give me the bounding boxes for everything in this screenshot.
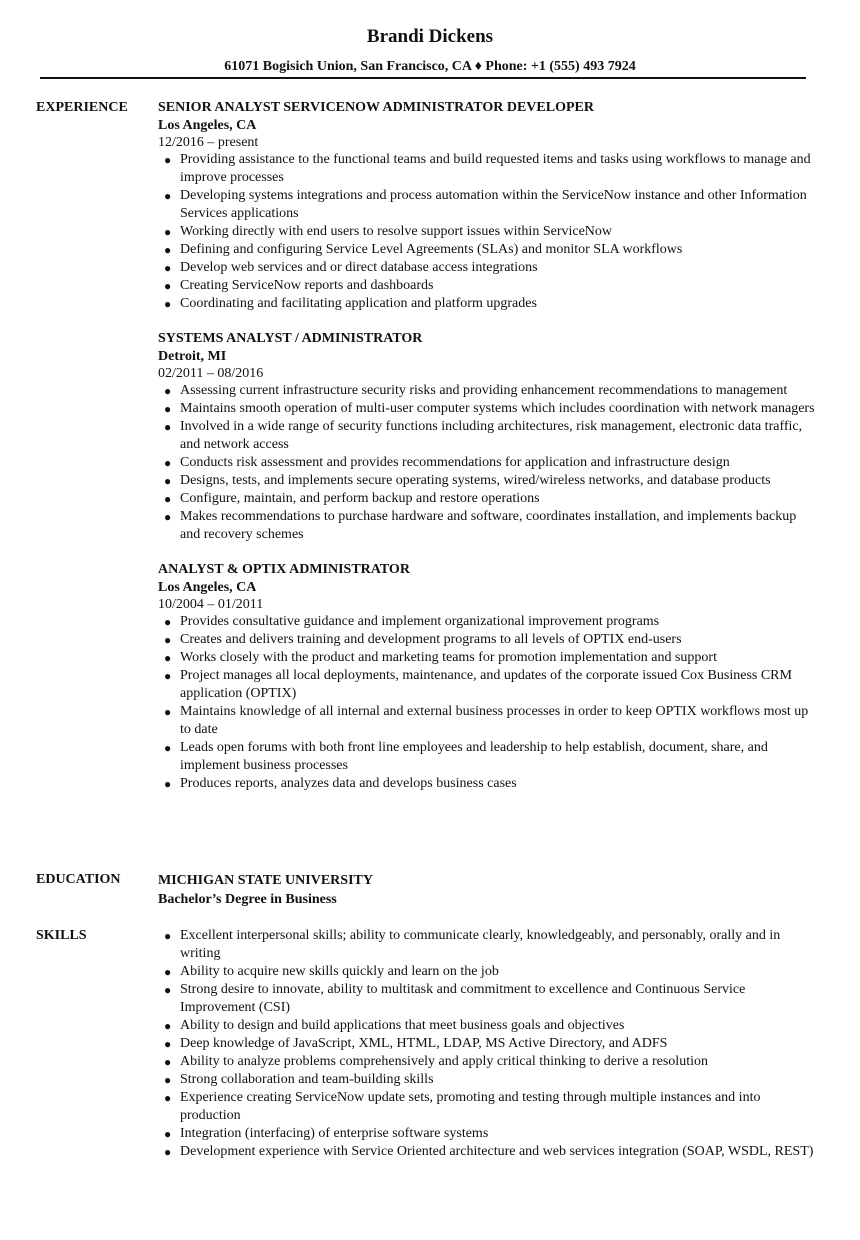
- bullet-icon: ●: [164, 651, 172, 665]
- job-dates: 12/2016 – present: [158, 135, 259, 150]
- list-item: [158, 739, 818, 775]
- bullet-icon: ●: [164, 741, 172, 755]
- skill-text: Deep knowledge of JavaScript, XML, HTML, LDAP, MS Active Directory, and ADFS: [180, 1036, 668, 1051]
- bullet-text: Involved in a wide range of security functions including architectures, risk management, electronic data traffic, and network access: [180, 419, 803, 452]
- list-item: [158, 649, 818, 667]
- bullet-icon: ●: [164, 777, 172, 791]
- contact-line: 61071 Bogisich Union, San Francisco, CA ♦ Phone: +1 (555) 493 7924: [224, 59, 636, 74]
- list-item: [158, 1143, 818, 1161]
- list-item: [158, 927, 818, 963]
- bullet-icon: ●: [164, 1091, 172, 1105]
- list-item: [158, 259, 818, 277]
- header-divider: [40, 77, 806, 79]
- bullet-icon: ●: [164, 474, 172, 488]
- job-dates: 10/2004 – 01/2011: [158, 597, 264, 612]
- skill-text: Ability to acquire new skills quickly and learn on the job: [180, 964, 499, 979]
- bullet-text: Configure, maintain, and perform backup and restore operations: [180, 491, 540, 506]
- bullet-icon: ●: [164, 402, 172, 416]
- bullet-icon: ●: [164, 965, 172, 979]
- list-item: [158, 981, 818, 1017]
- experience-body: [158, 99, 818, 810]
- job-location: Detroit, MI: [158, 349, 227, 364]
- list-item: [158, 418, 818, 454]
- skill-text: Strong collaboration and team-building skills: [180, 1072, 434, 1087]
- education-heading: EDUCATION: [36, 872, 121, 887]
- bullet-text: Works closely with the product and marketing teams for promotion implementation and support: [180, 650, 717, 665]
- bullet-icon: ●: [164, 983, 172, 997]
- list-item: [158, 1125, 818, 1143]
- list-item: [158, 667, 818, 703]
- job-dates: 02/2011 – 08/2016: [158, 366, 264, 381]
- bullet-text: Project manages all local deployments, maintenance, and updates of the corporate issued Cox Business CRM application (OPTIX): [180, 668, 792, 701]
- bullet-icon: ●: [164, 510, 172, 524]
- bullet-text: Creates and delivers training and development programs to all levels of OPTIX end-users: [180, 632, 682, 647]
- job-title: SENIOR ANALYST SERVICENOW ADMINISTRATOR DEVELOPER: [158, 100, 594, 115]
- bullet-text: Provides consultative guidance and implement organizational improvement programs: [180, 614, 660, 629]
- list-item: [158, 454, 818, 472]
- bullet-icon: ●: [164, 705, 172, 719]
- skills-body: [158, 927, 818, 1161]
- list-item: [158, 295, 818, 313]
- skill-text: Development experience with Service Oriented architecture and web services integration (SOAP, WSDL, REST): [180, 1144, 814, 1159]
- list-item: [158, 508, 818, 544]
- list-item: [158, 703, 818, 739]
- list-item: [158, 490, 818, 508]
- job-bullet-list: [158, 613, 818, 793]
- bullet-text: Leads open forums with both front line employees and leadership to help establish, document, share, and implement business processes: [180, 740, 768, 773]
- bullet-icon: ●: [164, 279, 172, 293]
- skills-heading: SKILLS: [36, 928, 87, 943]
- job-bullet-list: [158, 382, 818, 544]
- list-item: [158, 400, 818, 418]
- bullet-icon: ●: [164, 1037, 172, 1051]
- list-item: [158, 963, 818, 981]
- bullet-icon: ●: [164, 384, 172, 398]
- list-item: [158, 631, 818, 649]
- bullet-icon: ●: [164, 929, 172, 943]
- school-name: MICHIGAN STATE UNIVERSITY: [158, 873, 373, 888]
- list-item: [158, 1053, 818, 1071]
- list-item: [158, 223, 818, 241]
- bullet-icon: ●: [164, 225, 172, 239]
- skill-text: Ability to analyze problems comprehensively and apply critical thinking to derive a resolution: [180, 1054, 708, 1069]
- bullet-icon: ●: [164, 1019, 172, 1033]
- bullet-text: Working directly with end users to resolve support issues within ServiceNow: [180, 224, 613, 239]
- bullet-text: Maintains knowledge of all internal and external business processes in order to keep OPTIX workflows most up to date: [180, 704, 809, 737]
- list-item: [158, 1071, 818, 1089]
- bullet-text: Produces reports, analyzes data and develops business cases: [180, 776, 517, 791]
- list-item: [158, 277, 818, 295]
- bullet-text: Conducts risk assessment and provides recommendations for application and infrastructure design: [180, 455, 730, 470]
- bullet-icon: ●: [164, 153, 172, 167]
- job-entry: [158, 330, 818, 544]
- bullet-icon: ●: [164, 189, 172, 203]
- job-title: SYSTEMS ANALYST / ADMINISTRATOR: [158, 331, 423, 346]
- candidate-name: Brandi Dickens: [366, 26, 494, 47]
- skill-text: Ability to design and build applications that meet business goals and objectives: [180, 1018, 625, 1033]
- skill-text: Experience creating ServiceNow update sets, promoting and testing through multiple instances and into production: [180, 1090, 761, 1123]
- bullet-icon: ●: [164, 456, 172, 470]
- list-item: [158, 187, 818, 223]
- list-item: [158, 1035, 818, 1053]
- bullet-text: Designs, tests, and implements secure operating systems, wired/wireless networks, and database products: [180, 473, 771, 488]
- job-title: ANALYST & OPTIX ADMINISTRATOR: [158, 562, 410, 577]
- degree-name: Bachelor’s Degree in Business: [158, 892, 337, 907]
- bullet-icon: ●: [164, 261, 172, 275]
- skill-text: Integration (interfacing) of enterprise software systems: [180, 1126, 489, 1141]
- bullet-icon: ●: [164, 1127, 172, 1141]
- job-location: Los Angeles, CA: [158, 580, 257, 595]
- bullet-text: Assessing current infrastructure security risks and providing enhancement recommendations to management: [180, 383, 788, 398]
- bullet-text: Makes recommendations to purchase hardware and software, coordinates installation, and implements backup and recovery schemes: [180, 509, 797, 542]
- job-entry: [158, 99, 818, 313]
- skill-text: Strong desire to innovate, ability to multitask and commitment to excellence and Continuous Service Improvement (CSI): [180, 982, 746, 1015]
- skill-text: Excellent interpersonal skills; ability to communicate clearly, knowledgeably, and personably, orally and in writing: [180, 928, 781, 961]
- list-item: [158, 382, 818, 400]
- list-item: [158, 613, 818, 631]
- job-location: Los Angeles, CA: [158, 118, 257, 133]
- bullet-text: Creating ServiceNow reports and dashboards: [180, 278, 434, 293]
- list-item: [158, 1089, 818, 1125]
- bullet-icon: ●: [164, 633, 172, 647]
- education-body: [158, 871, 818, 909]
- bullet-icon: ●: [164, 297, 172, 311]
- list-item: [158, 775, 818, 793]
- list-item: [158, 241, 818, 259]
- list-item: [158, 472, 818, 490]
- job-entry: [158, 561, 818, 793]
- experience-heading: EXPERIENCE: [36, 100, 128, 115]
- bullet-text: Developing systems integrations and process automation within the ServiceNow instance and other Information Services applications: [180, 188, 807, 221]
- job-bullet-list: [158, 151, 818, 313]
- bullet-icon: ●: [164, 492, 172, 506]
- list-item: [158, 151, 818, 187]
- bullet-text: Coordinating and facilitating application and platform upgrades: [180, 296, 537, 311]
- bullet-text: Providing assistance to the functional teams and build requested items and tasks using workflows to manage and improve processes: [180, 152, 811, 185]
- bullet-icon: ●: [164, 1073, 172, 1087]
- list-item: [158, 1017, 818, 1035]
- bullet-icon: ●: [164, 669, 172, 683]
- bullet-icon: ●: [164, 420, 172, 434]
- bullet-text: Defining and configuring Service Level Agreements (SLAs) and monitor SLA workflows: [180, 242, 683, 257]
- bullet-icon: ●: [164, 1055, 172, 1069]
- bullet-text: Maintains smooth operation of multi-user computer systems which includes coordination with network managers: [180, 401, 815, 416]
- bullet-icon: ●: [164, 243, 172, 257]
- bullet-icon: ●: [164, 615, 172, 629]
- bullet-text: Develop web services and or direct database access integrations: [180, 260, 538, 275]
- bullet-icon: ●: [164, 1145, 172, 1159]
- skills-list: [158, 927, 818, 1161]
